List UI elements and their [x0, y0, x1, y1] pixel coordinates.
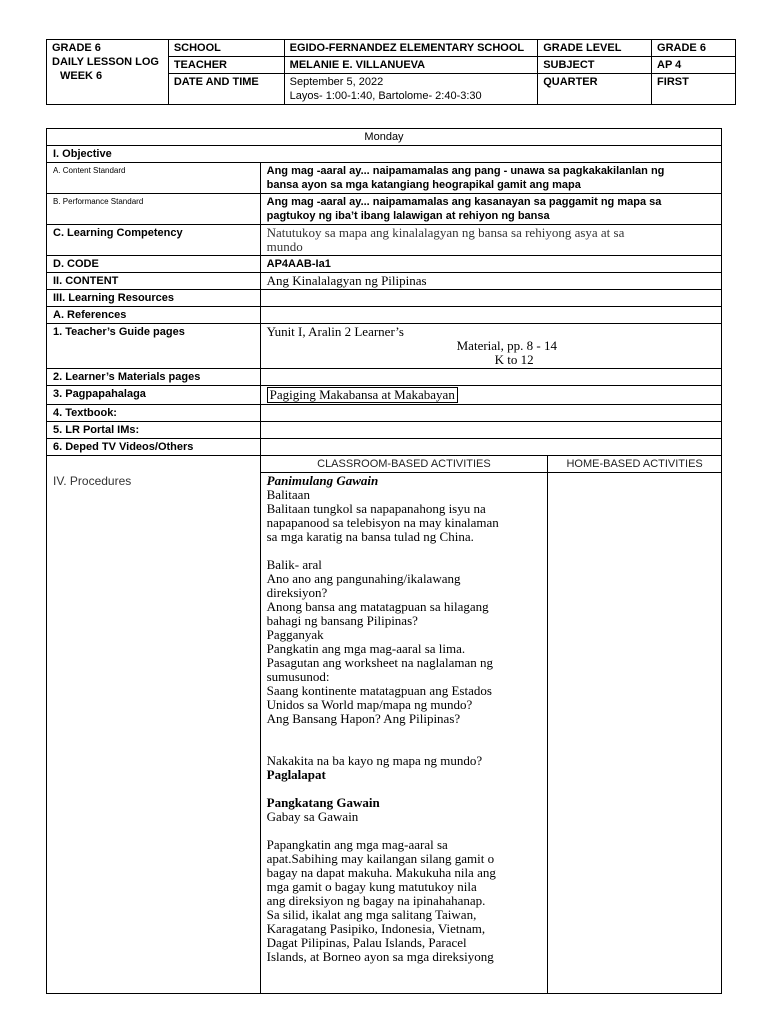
grade-level-label: GRADE LEVEL — [538, 40, 652, 57]
procedure-line: Pangkatin ang mga mag-aaral sa lima. — [266, 641, 466, 656]
deped-tv-label: 6. Deped TV Videos/Others — [47, 439, 261, 456]
procedure-line: Pagganyak — [266, 627, 324, 642]
textbook-value — [260, 405, 721, 422]
code-value: AP4AAB-Ia1 — [260, 256, 721, 273]
procedure-line: Pasagutan ang worksheet na naglalaman ng — [266, 655, 493, 670]
competency-line: Natutukoy sa mapa ang kinalalagyan ng bansa sa rehiyong asya at sa — [266, 225, 625, 240]
day-heading: Monday — [47, 129, 722, 146]
teachers-guide-line: K to 12 — [494, 352, 534, 367]
grade-week-cell — [47, 40, 169, 105]
performance-standard-label: B. Performance Standard — [47, 194, 261, 225]
teachers-guide-label: 1. Teacher’s Guide pages — [47, 324, 261, 369]
procedure-line: Balitaan tungkol sa napapanahong isyu na — [266, 501, 486, 516]
content-standard-line: Ang mag -aaral ay... naipamamalas ang pang - unawa sa pagkakakilanlan ng — [266, 165, 665, 177]
procedure-line — [267, 824, 542, 838]
subject-label: SUBJECT — [538, 57, 652, 74]
procedure-line: sumusunod: — [266, 669, 330, 684]
references-label: A. References — [47, 307, 261, 324]
home-based-content — [548, 473, 722, 994]
procedure-line: Nakakita na ba kayo ng mapa ng mundo? — [266, 753, 483, 768]
content-standard-label: A. Content Standard — [47, 163, 261, 194]
resources-label: III. Learning Resources — [47, 290, 261, 307]
objective-heading: I. Objective — [47, 146, 722, 163]
procedure-line: Panimulang Gawain — [266, 473, 379, 488]
content-value: Ang Kinalalagyan ng Pilipinas — [260, 273, 721, 290]
performance-standard-line: Ang mag -aaral ay... naipamamalas ang kasanayan sa paggamit ng mapa sa — [266, 196, 662, 208]
grade-level-value: GRADE 6 — [652, 40, 736, 57]
procedure-line: Unidos sa World map/mapa ng mundo? — [266, 697, 473, 712]
procedure-line: Pangkatang Gawain — [266, 795, 380, 810]
procedure-line — [267, 726, 542, 740]
content-label: II. CONTENT — [47, 273, 261, 290]
teachers-guide-line: Yunit I, Aralin 2 Learner’s — [266, 324, 404, 339]
teacher-label: TEACHER — [168, 57, 284, 74]
procedure-line: napapanood sa telebisyon na may kinalaman — [266, 515, 499, 530]
procedure-line: Saang kontinente matatagpuan ang Estados — [266, 683, 492, 698]
deped-tv-value — [260, 439, 721, 456]
time-value: Layos- 1:00-1:40, Bartolome- 2:40-3:30 — [289, 90, 482, 102]
pagpapahalaga-label: 3. Pagpapahalaga — [47, 386, 261, 405]
teachers-guide-value — [260, 324, 721, 369]
activities-header-blank — [47, 456, 261, 473]
school-value: EGIDO-FERNANDEZ ELEMENTARY SCHOOL — [284, 40, 538, 57]
procedure-line: Dagat Pilipinas, Palau Islands, Paracel — [266, 935, 467, 950]
week-label: WEEK 6 — [60, 70, 103, 82]
procedure-line — [267, 782, 542, 796]
procedure-line: Gabay sa Gawain — [266, 809, 359, 824]
lr-portal-value — [260, 422, 721, 439]
procedures-label: IV. Procedures — [47, 473, 261, 994]
procedure-line: Balik- aral — [266, 557, 322, 572]
performance-standard-line: pagtukoy ng iba’t ibang lalawigan at rehiyon ng bansa — [266, 210, 550, 222]
date-time-cell — [284, 74, 538, 105]
classroom-header: CLASSROOM-BASED ACTIVITIES — [260, 456, 548, 473]
teacher-value: MELANIE E. VILLANUEVA — [284, 57, 538, 74]
school-label: SCHOOL — [168, 40, 284, 57]
learners-materials-value — [260, 369, 721, 386]
procedure-line: bahagi ng bansang Pilipinas? — [266, 613, 418, 628]
performance-standard-value — [260, 194, 721, 225]
competency-value — [260, 225, 721, 256]
subject-value: AP 4 — [652, 57, 736, 74]
code-label: D. CODE — [47, 256, 261, 273]
pagpapahalaga-value: Pagiging Makabansa at Makabayan — [267, 387, 458, 403]
quarter-value: FIRST — [652, 74, 736, 105]
log-title: DAILY LESSON LOG — [52, 56, 159, 68]
procedure-line: Sa silid, ikalat ang mga salitang Taiwan, — [266, 907, 477, 922]
resources-value — [260, 290, 721, 307]
procedure-line — [267, 740, 542, 754]
procedure-line: direksiyon? — [266, 585, 328, 600]
procedure-line: Ang Bansang Hapon? Ang Pilipinas? — [266, 711, 461, 726]
procedure-line: Balitaan — [266, 487, 310, 502]
procedure-line: bagay na dapat makuha. Makukuha nila ang — [266, 865, 496, 880]
grade-label: GRADE 6 — [52, 42, 101, 54]
procedure-line — [267, 544, 542, 558]
lesson-plan-table — [46, 128, 722, 994]
procedure-line: sa mga karatig na bansa tulad ng China. — [266, 529, 474, 544]
procedure-line: Ano ano ang pangunahing/ikalawang — [266, 571, 461, 586]
content-standard-value — [260, 163, 721, 194]
header-table — [46, 39, 736, 105]
procedures-content — [260, 473, 548, 994]
procedure-line: apat.Sabihing may kailangan silang gamit o — [266, 851, 495, 866]
textbook-label: 4. Textbook: — [47, 405, 261, 422]
procedure-line: ang direksiyon ng bagay na ipinahahanap. — [266, 893, 486, 908]
quarter-label: QUARTER — [538, 74, 652, 105]
date-label: DATE AND TIME — [168, 74, 284, 105]
competency-line: mundo — [266, 239, 303, 254]
date-value: September 5, 2022 — [289, 76, 384, 88]
pagpapahalaga-cell — [260, 386, 721, 405]
procedure-line: Papangkatin ang mga mag-aaral sa — [266, 837, 448, 852]
procedure-line: Paglalapat — [266, 767, 326, 782]
procedure-line: Anong bansa ang matatagpuan sa hilagang — [266, 599, 489, 614]
lr-portal-label: 5. LR Portal IMs: — [47, 422, 261, 439]
content-standard-line: bansa ayon sa mga katangiang heograpikal gamit ang mapa — [266, 179, 581, 191]
home-header: HOME-BASED ACTIVITIES — [548, 456, 722, 473]
competency-label: C. Learning Competency — [47, 225, 261, 256]
teachers-guide-line: Material, pp. 8 - 14 — [456, 338, 557, 353]
procedure-line: mga gamit o bagay kung matutukoy nila — [266, 879, 477, 894]
learners-materials-label: 2. Learner’s Materials pages — [47, 369, 261, 386]
procedure-line: Islands, at Borneo ayon sa mga direksiyong — [266, 949, 494, 964]
procedure-line: Karagatang Pasipiko, Indonesia, Vietnam, — [266, 921, 486, 936]
references-value — [260, 307, 721, 324]
